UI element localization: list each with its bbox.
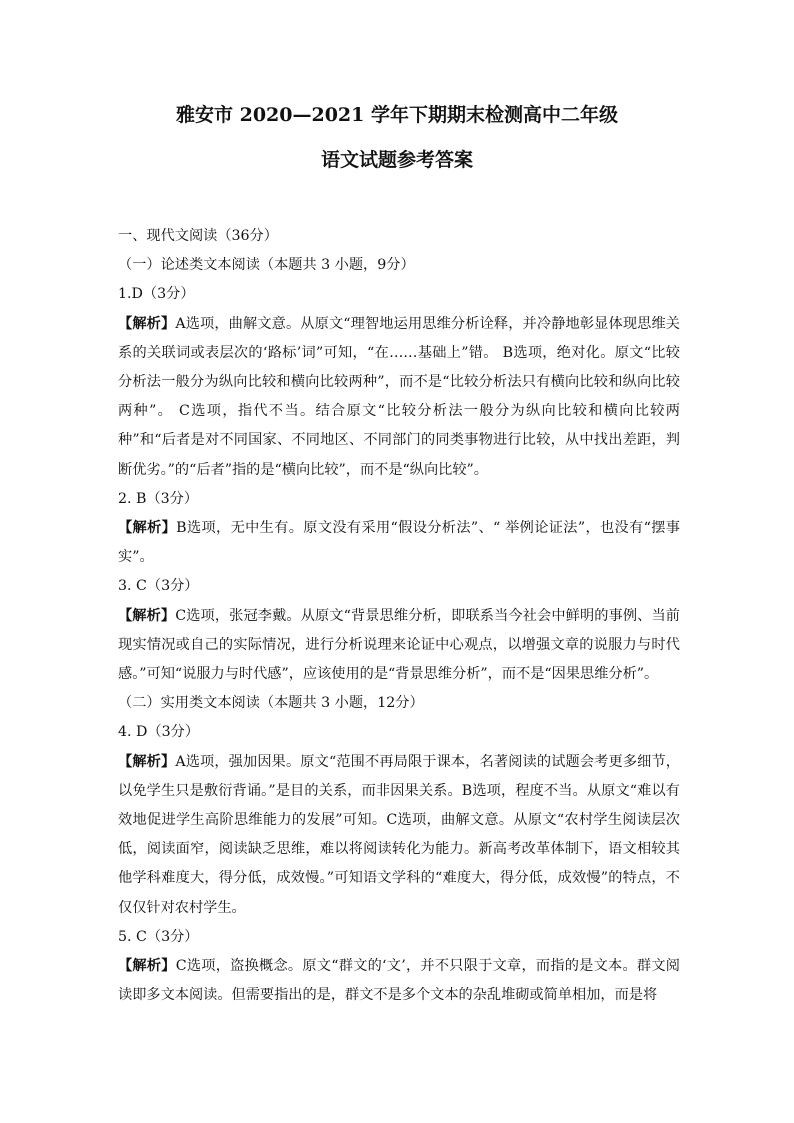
question-answer-1: 1.D（3分） [118, 286, 195, 303]
analysis-tag: 【解析】 [118, 520, 177, 537]
subsection-heading: （二）实用类文本阅读（本题共 3 小题，12分） [118, 695, 424, 712]
analysis-text: A选项，强加因果。原文“范围不再局限于课本，名著阅读的试题会考更多细节，以免学生只是敷衍背诵。”是目的关系，而非因果关系。B选项，程度不当。从原文“难以有效地促进学生高阶思维能力的发展”可知。C选项，曲解文意。从原文“农村学生阅读层次低，阅读面窄，阅读缺乏思维，难以将阅读转化为能力。新高考改革体制下，语文相较其他学科难度大，得分低，成效慢。”可知语文学科的“难度大，得分低，成效慢”的特点，不仅仅针对农村学生。 [118, 753, 680, 916]
subsection-heading: （一）论述类文本阅读（本题共 3 小题，9分） [118, 257, 415, 274]
analysis-text: C选项，盗换概念。原文“群文的‘文’，并不只限于文章，而指的是文本。群文阅读即多文本阅读。但需要指出的是，群文不是多个文本的杂乱堆砌或简单相加，而是将 [118, 958, 680, 1004]
analysis-tag: 【解析】 [118, 753, 176, 770]
analysis-tag: 【解析】 [118, 958, 176, 975]
question-answer-4: 4. D（3分） [118, 724, 200, 741]
question-answer-3: 3. C（3分） [118, 578, 199, 595]
answer-body [118, 222, 680, 1010]
question-answer-2: 2. B（3分） [118, 490, 199, 507]
analysis-text: A选项，曲解文意。从原文“理智地运用思维分析诠释，并冷静地彰显体现思维关系的关联词或表层次的‘路标’词”可知，“在……基础上”错。 B选项，绝对化。原文“比较分析法一般分为纵向比较和横向比较两种”，而不是“比较分析法只有横向比较和纵向比较两种”。 C选项，指代不当。结合原文“比较分析法一般分为纵向比较和横向比较两种”和“后者是对不同国家、不同地区、不同部门的同类事物进行比较，从中找出差距，判断优劣。”的“后者”指的是“横向比较”，而不是“纵向比较”。 [118, 315, 680, 478]
analysis-2 [118, 514, 680, 572]
document-subtitle: 语文试题参考答案 [320, 149, 473, 171]
analysis-tag: 【解析】 [118, 607, 176, 624]
analysis-3 [118, 602, 680, 690]
section-heading: 一、现代文阅读（36分） [118, 228, 278, 244]
analysis-text: B选项，无中生有。原文没有采用“假设分析法”、“ 举例论证法”，也没有“摆事实”。 [118, 520, 680, 566]
analysis-text: C选项，张冠李戴。从原文“背景思维分析，即联系当今社会中鲜明的事例、当前现实情况或自己的实际情况，进行分析说理来论证中心观点，以增强文章的说服力与时代感。”可知“说服力与时代感”，应该使用的是“背景思维分析”，而不是“因果思维分析”。 [118, 607, 680, 683]
document-title: 雅安市 2020—2021 学年下期期末检测高中二年级 [176, 104, 618, 126]
analysis-5 [118, 952, 680, 1010]
question-answer-5: 5. C（3分） [118, 928, 199, 945]
analysis-tag: 【解析】 [118, 315, 176, 332]
analysis-1 [118, 310, 680, 485]
analysis-4 [118, 748, 680, 923]
